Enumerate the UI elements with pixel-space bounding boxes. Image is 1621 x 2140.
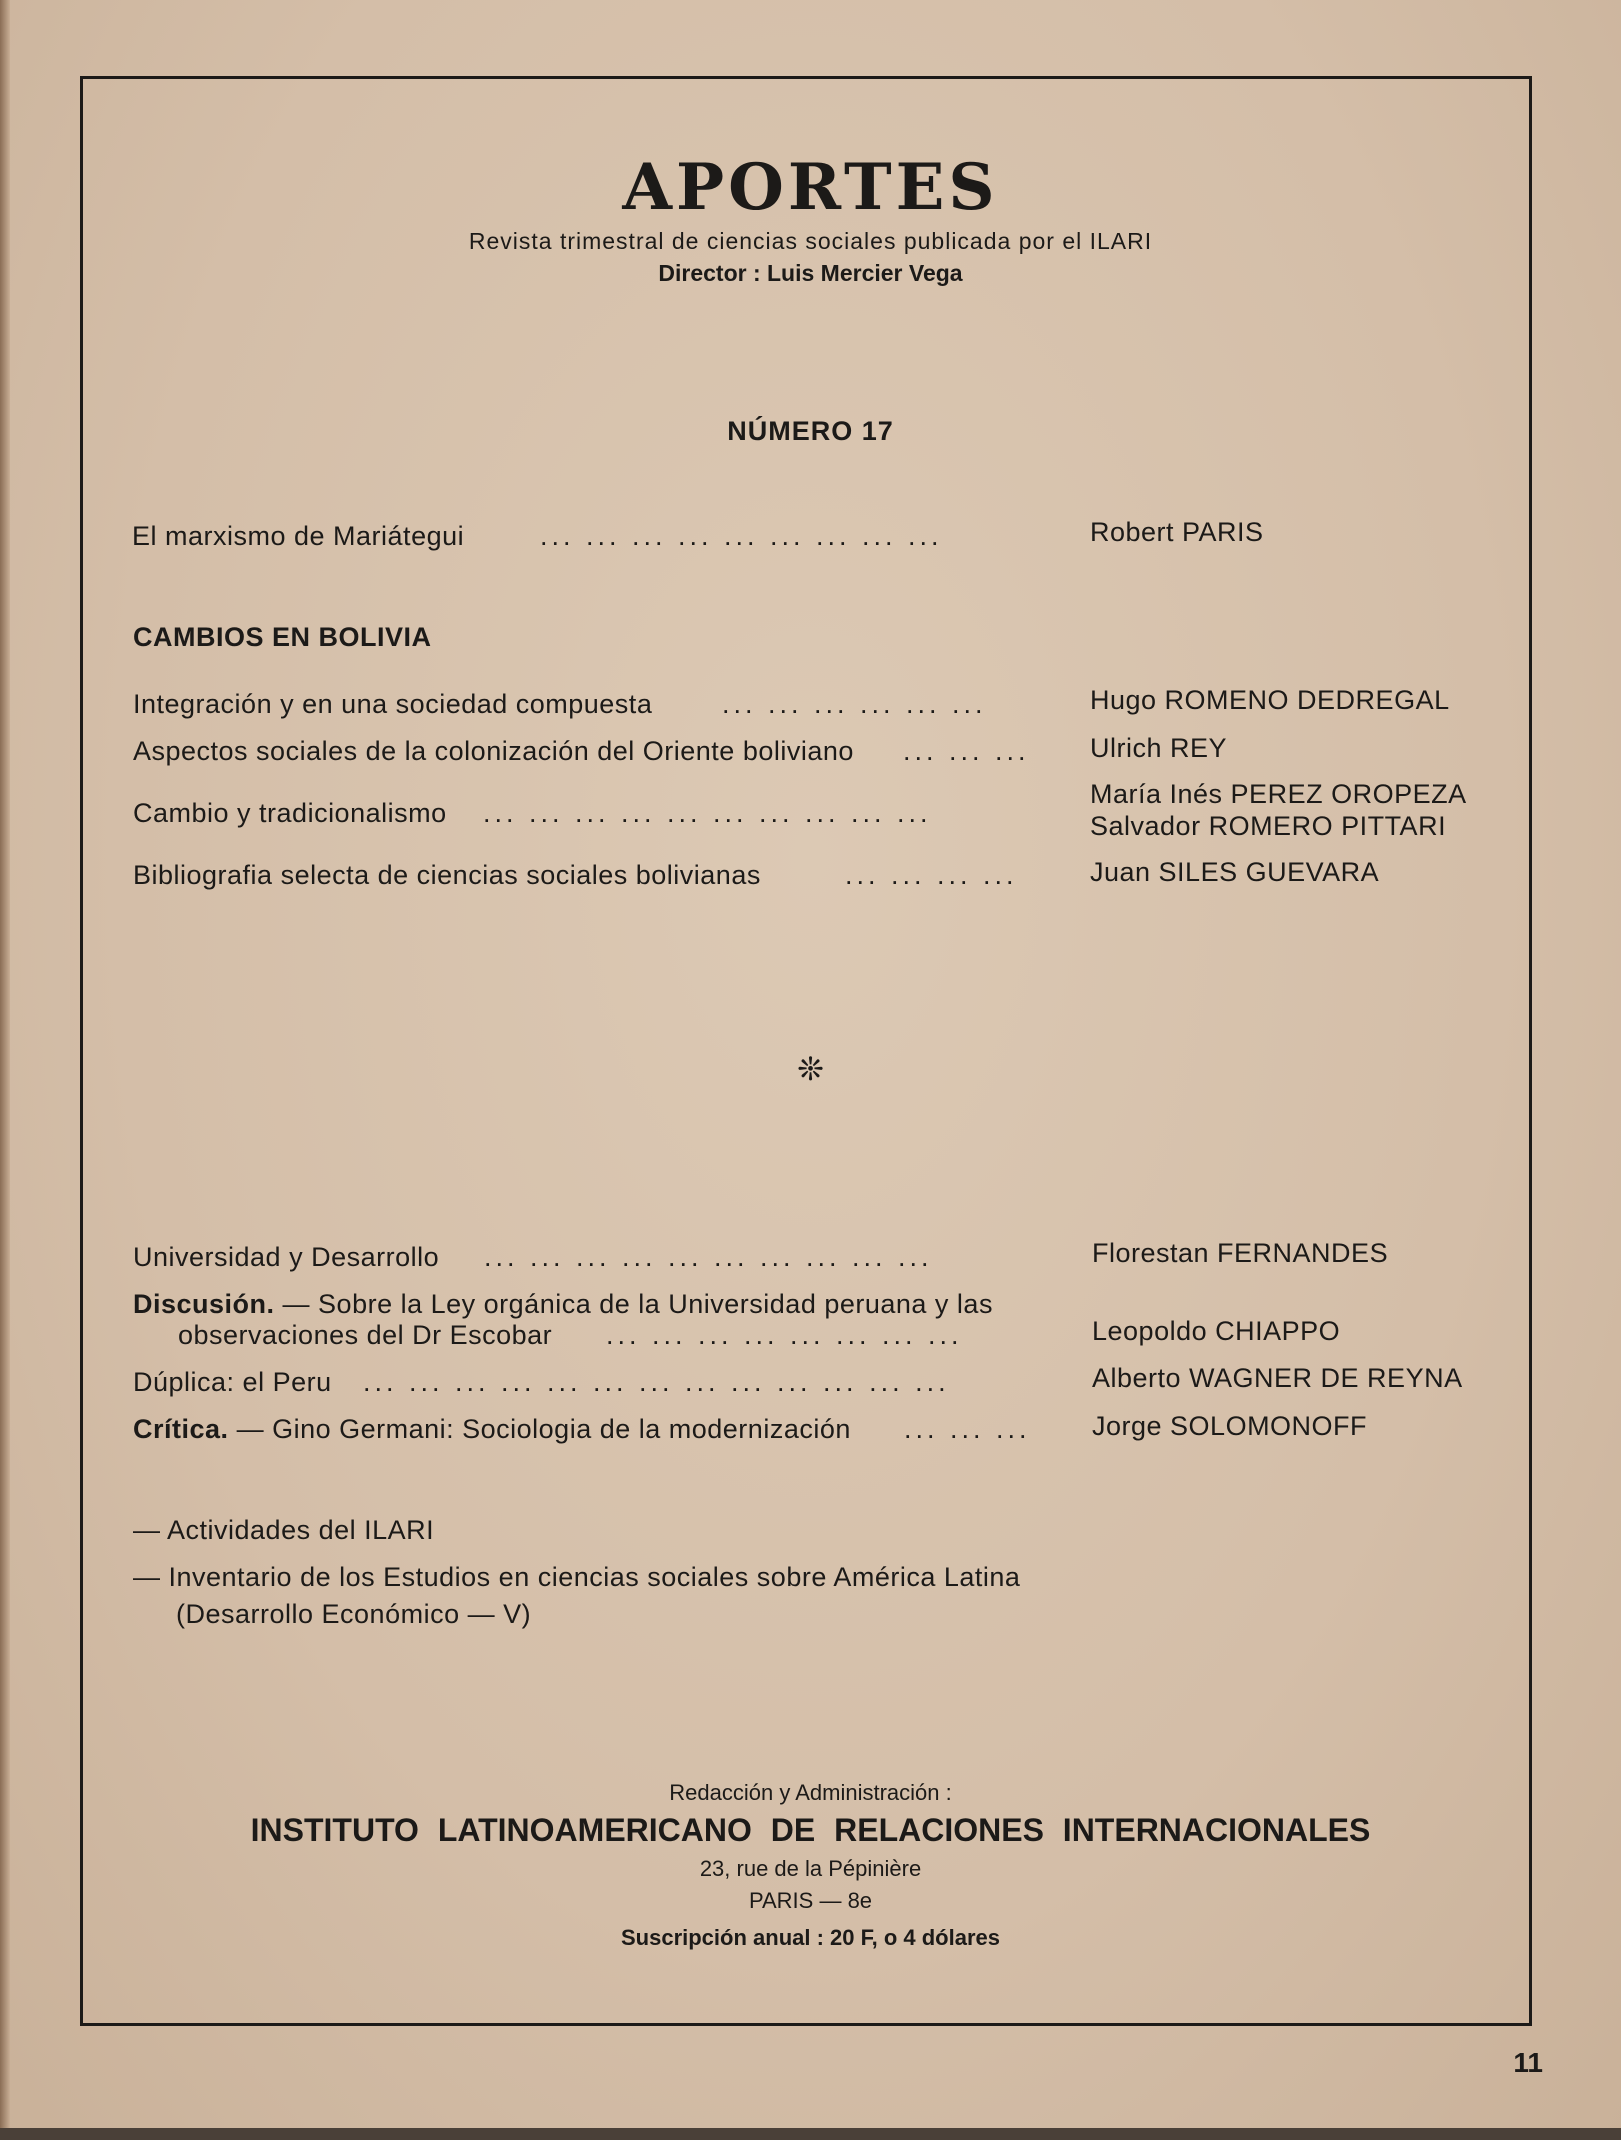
toc-entry-author: Salvador ROMERO PITTARI bbox=[1090, 811, 1447, 841]
toc-entry-author: Jorge SOLOMONOFF bbox=[1092, 1411, 1368, 1441]
toc-entry-author: Leopoldo CHIAPPO bbox=[1092, 1316, 1341, 1346]
toc-entry-title-cont: observaciones del Dr Escobar bbox=[178, 1320, 553, 1350]
footer-address: 23, rue de la Pépinière bbox=[699, 1856, 922, 1881]
toc-entry-text: El marxismo de Mariátegui bbox=[132, 521, 465, 551]
dot-leader: ... ... ... ... ... ... ... ... ... ... ... ... ... bbox=[363, 1367, 950, 1397]
toc-entry-title: Bibliografia selecta de ciencias sociales bolivianas bbox=[133, 860, 761, 890]
footer-city: PARIS — 8e bbox=[748, 1888, 873, 1913]
dot-leader: ... ... ... bbox=[903, 736, 1030, 766]
toc-entry-title: Universidad y Desarrollo bbox=[133, 1242, 440, 1272]
separator-ornament: ❊ bbox=[797, 1051, 824, 1087]
page-edge-bottom bbox=[0, 2128, 1621, 2140]
toc-entry-title: Cambio y tradicionalismo bbox=[133, 798, 447, 828]
toc-entry-author: Juan SILES GUEVARA bbox=[1090, 857, 1380, 887]
masthead-director: Director : Luis Mercier Vega bbox=[658, 260, 963, 286]
toc-entry-author: Hugo ROMENO DEDREGAL bbox=[1090, 685, 1450, 715]
toc-entry-author: Ulrich REY bbox=[1090, 733, 1228, 763]
entry-lead: Discusión. bbox=[133, 1289, 275, 1319]
extra-item: — Actividades del ILARI bbox=[133, 1515, 435, 1545]
toc-entry-title: Dúplica: el Peru bbox=[133, 1367, 332, 1397]
toc-entry-author: Alberto WAGNER DE REYNA bbox=[1092, 1363, 1463, 1393]
toc-entry-title: Aspectos sociales de la colonización del Oriente boliviano bbox=[133, 736, 854, 766]
dot-leader: ... ... ... ... bbox=[845, 860, 1018, 890]
masthead-subtitle: Revista trimestral de ciencias sociales publicada por el ILARI bbox=[468, 228, 1153, 254]
extra-item-cont: (Desarrollo Económico — V) bbox=[176, 1599, 532, 1629]
entry-lead: Crítica. bbox=[133, 1414, 229, 1444]
issue-number: NÚMERO 17 bbox=[727, 416, 894, 446]
toc-entry-author: Robert PARIS bbox=[1090, 517, 1264, 547]
dot-leader: ... ... ... ... ... ... ... ... ... ... bbox=[483, 798, 932, 828]
footer-institute: INSTITUTO LATINOAMERICANO DE RELACIONES INTERNACIONALES bbox=[250, 1812, 1371, 1848]
toc-entry-title bbox=[132, 520, 464, 552]
dot-leader: ... ... ... ... ... ... ... ... ... bbox=[540, 521, 943, 551]
toc-entry-title bbox=[133, 1413, 851, 1445]
toc-entry-title bbox=[133, 1288, 993, 1320]
section-heading: CAMBIOS EN BOLIVIA bbox=[133, 622, 432, 652]
toc-entry-author: María Inés PEREZ OROPEZA bbox=[1090, 779, 1467, 809]
entry-text: — Sobre la Ley orgánica de la Universidad peruana y las bbox=[282, 1289, 993, 1319]
footer-subscription: Suscripción anual : 20 F, o 4 dólares bbox=[620, 1925, 1000, 1950]
dot-leader: ... ... ... ... ... ... bbox=[722, 689, 987, 719]
extra-item: — Inventario de los Estudios en ciencias sociales sobre América Latina bbox=[133, 1562, 1021, 1592]
toc-entry-title: Integración y en una sociedad compuesta bbox=[133, 689, 653, 719]
dot-leader: ... ... ... ... ... ... ... ... bbox=[606, 1320, 963, 1350]
footer-redaccion: Redacción y Administración : bbox=[669, 1780, 952, 1805]
page-number: 11 bbox=[1513, 2047, 1543, 2078]
toc-entry-author: Florestan FERNANDES bbox=[1092, 1238, 1389, 1268]
masthead-title: APORTES bbox=[622, 150, 999, 225]
dot-leader: ... ... ... ... ... ... ... ... ... ... bbox=[484, 1242, 933, 1272]
dot-leader: ... ... ... bbox=[904, 1414, 1031, 1444]
entry-text: — Gino Germani: Sociologia de la modernización bbox=[236, 1414, 851, 1444]
